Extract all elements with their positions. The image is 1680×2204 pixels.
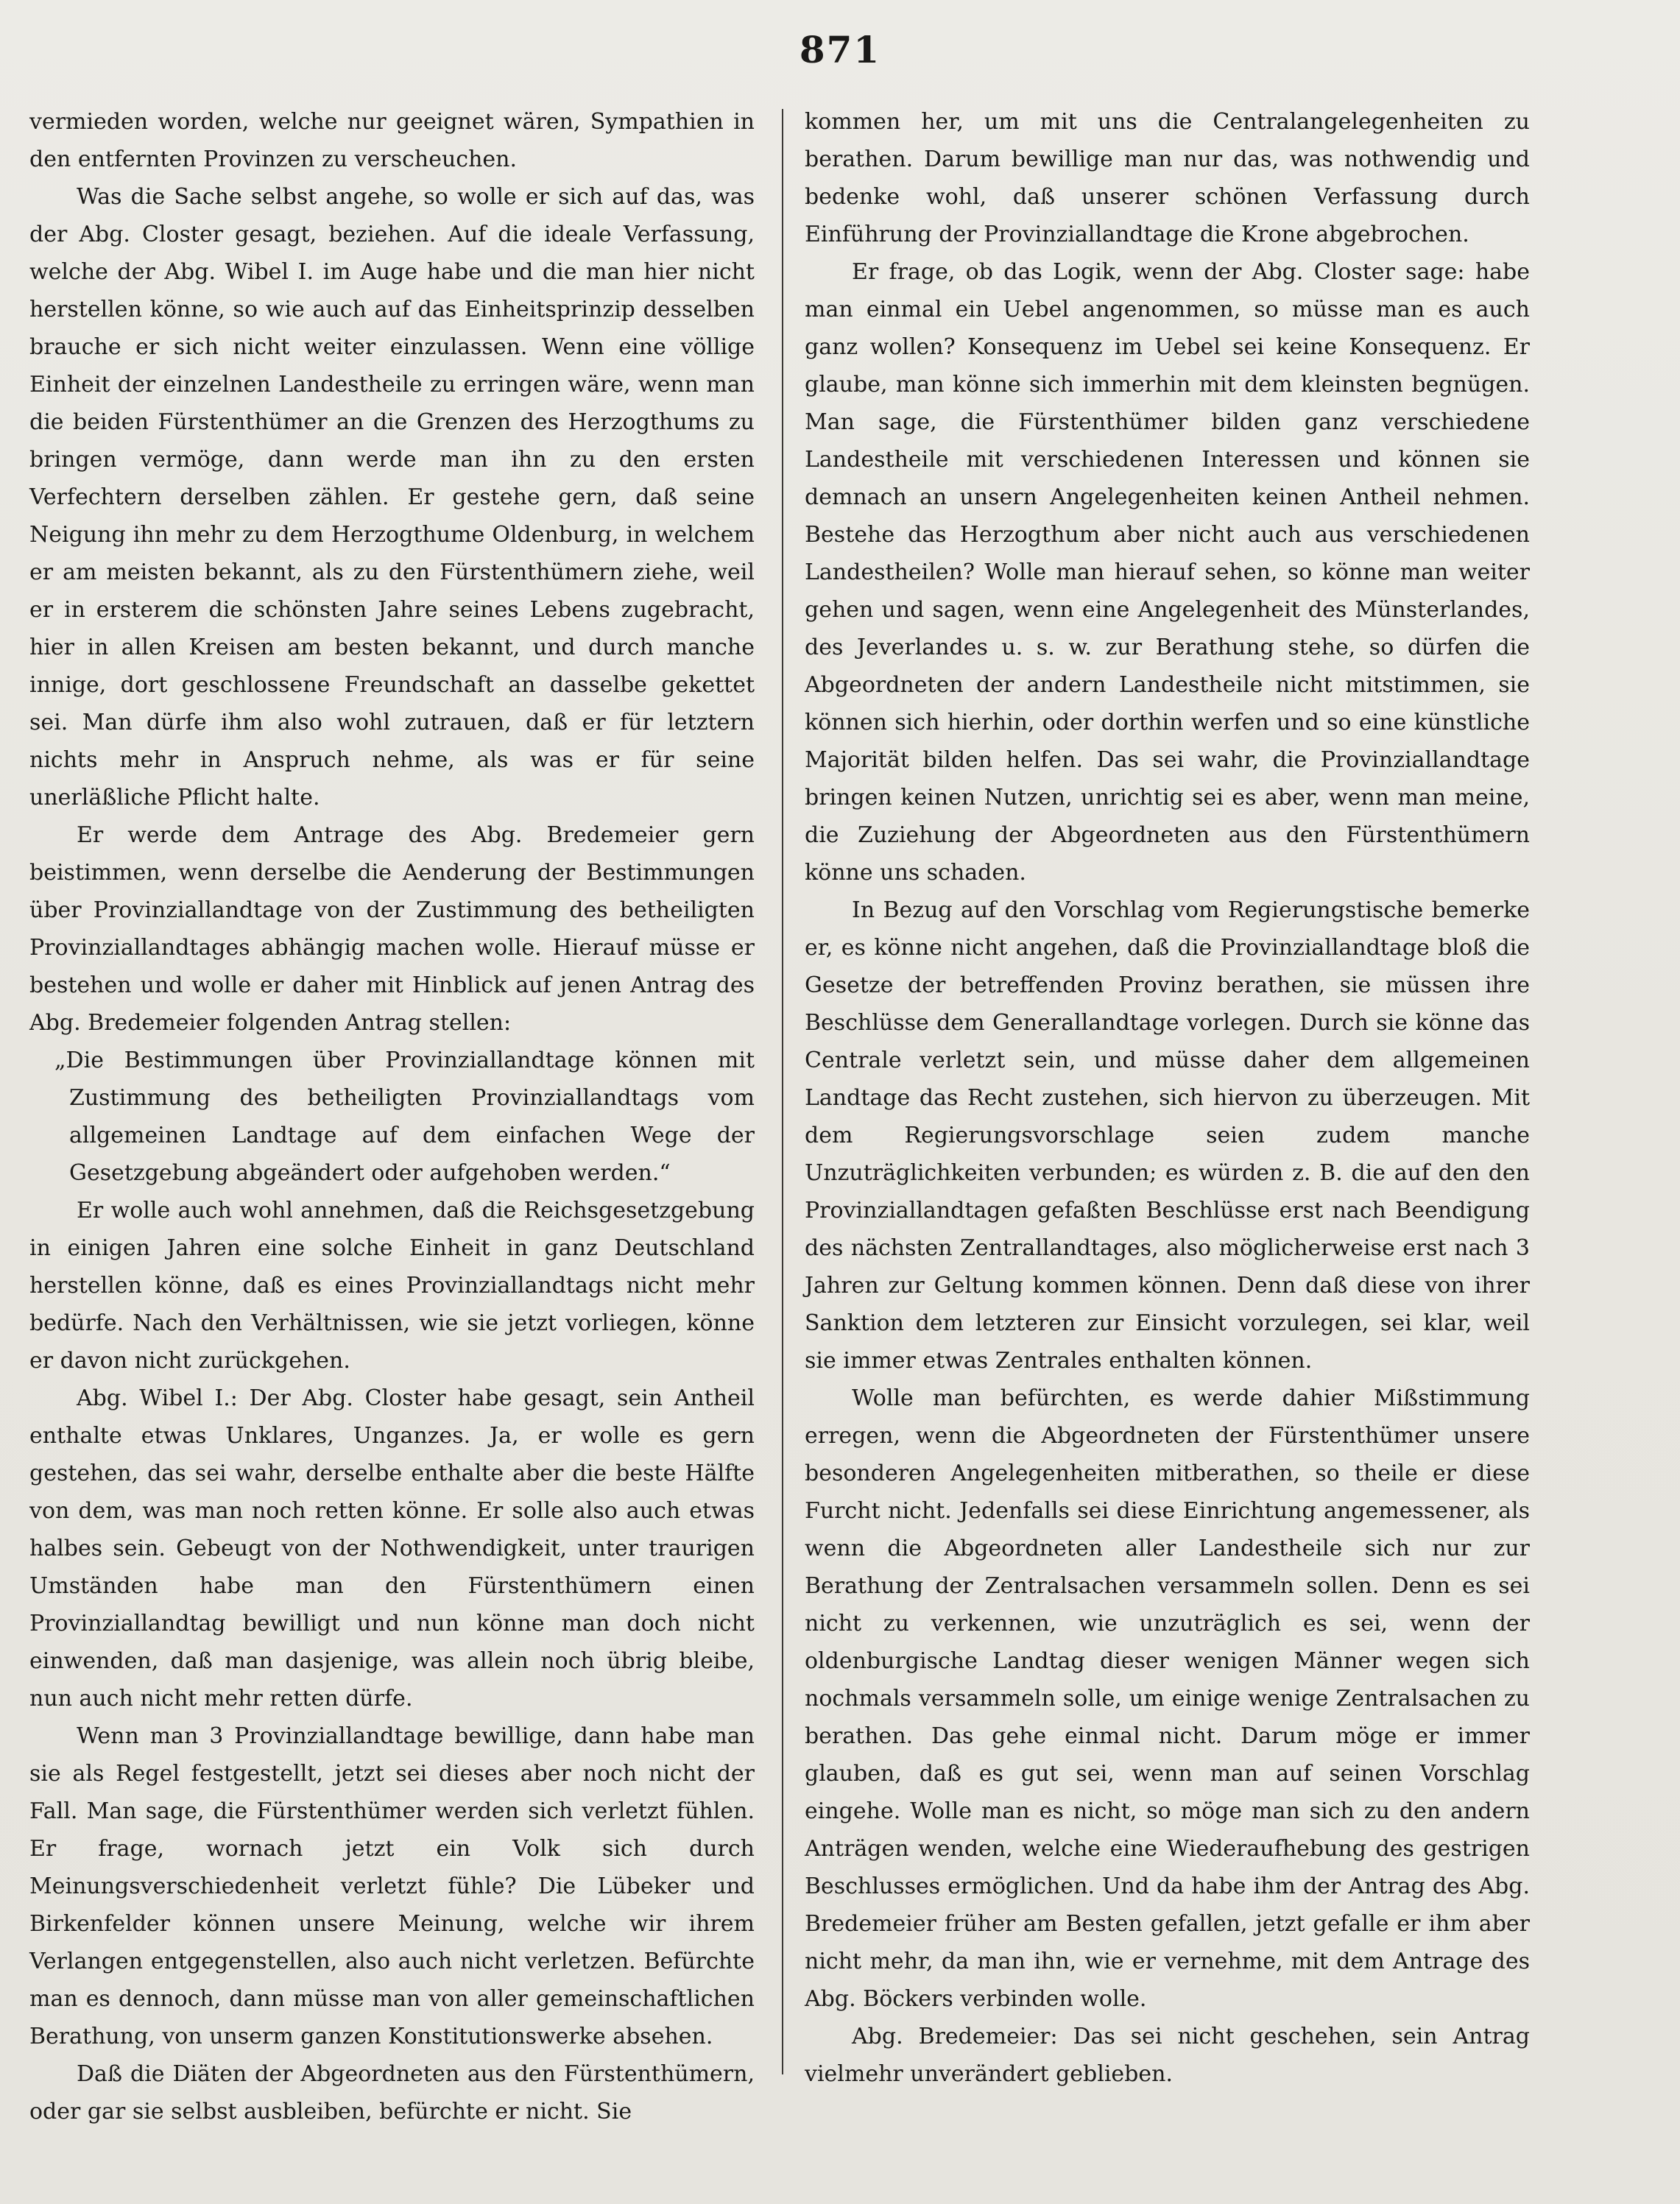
paragraph: Er frage, ob das Logik, wenn der Abg. Closter sage: habe man einmal ein Uebel angenommen, so müsse man es auch ganz wollen? Konsequenz im Uebel sei keine Konsequenz. Er glaube, man könne sich immerhin mit dem kleinsten begnügen. Man sage, die Fürstenthümer bilden ganz verschiedene Landestheile mit verschiedenen Interessen und können sie demnach an unsern Angelegenheiten keinen Antheil nehmen. Bestehe das Herzogthum aber nicht auch aus verschiedenen Landestheilen? Wolle man hierauf sehen, so könne man weiter gehen und sagen, wenn eine Angelegenheit des Münsterlandes, des Jeverlandes u. s. w. zur Berathung stehe, so dürfen die Abgeordneten der andern Landestheile nicht mitstimmen, sie können sich hierhin, oder dorthin werfen und so eine künstliche Majorität bilden helfen. Das sei wahr, die Provinziallandtage bringen keinen Nutzen, unrichtig sei es aber, wenn man meine, die Zuziehung der Abgeordneten aus den Fürstenthümern könne uns schaden. xyxy=(805,259,1530,886)
paragraph: Abg. Wibel I.: Der Abg. Closter habe gesagt, sein Antheil enthalte etwas Unklares, Unganzes. Ja, er wolle es gern gestehen, das sei wahr, derselbe enthalte aber die beste Hälfte von dem, was man noch retten könne. Er solle also auch etwas halbes sein. Gebeugt von der Nothwendigkeit, unter traurigen Umständen habe man den Fürstenthümern einen Provinziallandtag bewilligt und nun könne man doch nicht einwenden, daß man dasjenige, was allein noch übrig bleibe, nun auch nicht mehr retten dürfe. xyxy=(29,1385,755,1712)
paragraph: Was die Sache selbst angehe, so wolle er sich auf das, was der Abg. Closter gesagt, beziehen. Auf die ideale Verfassung, welche der Abg. Wibel I. im Auge habe und die man hier nicht herstellen könne, so wie auch auf das Einheitsprinzip desselben brauche er sich nicht weiter einzulassen. Wenn eine völlige Einheit der einzelnen Landestheile zu erringen wäre, wenn man die beiden Fürstenthümer an die Grenzen des Herzogthums zu bringen vermöge, dann werde man ihn zu den ersten Verfechtern derselben zählen. Er gestehe gern, daß seine Neigung ihn mehr zu dem Herzogthume Oldenburg, in welchem er am meisten bekannt, als zu den Fürstenthümern ziehe, weil er in ersterem die schönsten Jahre seines Lebens zugebracht, hier in allen Kreisen am besten bekannt, und durch manche innige, dort geschlossene Freundschaft an dasselbe gekettet sei. Man dürfe ihm also wohl zutrauen, daß er für letztern nichts mehr in Anspruch nehme, als was er für seine unerläßliche Pflicht halte. xyxy=(29,184,755,810)
left-column xyxy=(29,103,755,2130)
paragraph: Wolle man befürchten, es werde dahier Mißstimmung erregen, wenn die Abgeordneten der Fürstenthümer unsere besonderen Angelegenheiten mitberathen, so theile er diese Furcht nicht. Jedenfalls sei diese Einrichtung angemessener, als wenn die Abgeordneten aller Landestheile sich nur zur Berathung der Zentralsachen versammeln sollen. Denn es sei nicht zu verkennen, wie unzuträglich es sei, wenn der oldenburgische Landtag dieser wenigen Männer wegen sich nochmals versammeln solle, um einige wenige Zentralsachen zu berathen. Das gehe einmal nicht. Darum möge er immer glauben, daß es gut sei, wenn man auf seinen Vorschlag eingehe. Wolle man es nicht, so möge man sich zu den andern Anträgen wenden, welche eine Wiederaufhebung des gestrigen Beschlusses ermöglichen. Und da habe ihm der Antrag des Abg. Bredemeier früher am Besten gefallen, jetzt gefalle er ihm aber nicht mehr, da man ihn, wie er vernehme, mit dem Antrage des Abg. Böckers verbinden wolle. xyxy=(805,1385,1530,2012)
paragraph: Abg. Bredemeier: Das sei nicht geschehen, sein Antrag vielmehr unverändert geblieben. xyxy=(805,2024,1530,2087)
paragraph: Er werde dem Antrage des Abg. Bredemeier gern beistimmen, wenn derselbe die Aenderung der Bestimmungen über Provinziallandtage von der Zustimmung des betheiligten Provinziallandtages abhängig machen wolle. Hierauf müsse er bestehen und wolle er daher mit Hinblick auf jenen Antrag des Abg. Bredemeier folgenden Antrag stellen: xyxy=(29,822,755,1036)
right-column xyxy=(805,103,1530,2093)
quoted-motion: „Die Bestimmungen über Provinziallandtage können mit Zustimmung des betheiligten Provinziallandtags vom allgemeinen Landtage auf dem einfachen Wege der Gesetzgebung abgeändert oder aufgehoben werden.“ xyxy=(54,1048,755,1186)
paragraph: vermieden worden, welche nur geeignet wären, Sympathien in den entfernten Provinzen zu verscheuchen. xyxy=(29,109,755,172)
paragraph: kommen her, um mit uns die Centralangelegenheiten zu berathen. Darum bewillige man nur das, was nothwendig und bedenke wohl, daß unserer schönen Verfassung durch Einführung der Provinziallandtage die Krone abgebrochen. xyxy=(805,109,1530,247)
column-divider xyxy=(782,109,783,2074)
paragraph: Daß die Diäten der Abgeordneten aus den Fürstenthümern, oder gar sie selbst ausbleiben, befürchte er nicht. Sie xyxy=(29,2061,755,2124)
page-number: 871 xyxy=(799,28,881,71)
paragraph: Wenn man 3 Provinziallandtage bewillige, dann habe man sie als Regel festgestellt, jetzt sei dieses aber noch nicht der Fall. Man sage, die Fürstenthümer werden sich verletzt fühlen. Er frage, wornach jetzt ein Volk sich durch Meinungsverschiedenheit verletzt fühle? Die Lübeker und Birkenfelder können unsere Meinung, welche wir ihrem Verlangen entgegenstellen, also auch nicht verletzen. Befürchte man es dennoch, dann müsse man von aller gemeinschaftlichen Berathung, von unserm ganzen Konstitutionswerke absehen. xyxy=(29,1723,755,2049)
paragraph: In Bezug auf den Vorschlag vom Regierungstische bemerke er, es könne nicht angehen, daß die Provinziallandtage bloß die Gesetze der betreffenden Provinz berathen, sie müssen ihre Beschlüsse dem Generallandtage vorlegen. Durch sie könne das Centrale verletzt sein, und müsse daher dem allgemeinen Landtage das Recht zustehen, sich hiervon zu überzeugen. Mit dem Regierungsvorschlage seien zudem manche Unzuträglichkeiten verbunden; es würden z. B. die auf den den Provinziallandtagen gefaßten Beschlüsse erst nach Beendigung des nächsten Zentrallandtages, also möglicherweise erst nach 3 Jahren zur Geltung kommen können. Denn daß diese von ihrer Sanktion dem letzteren zur Einsicht vorzulegen, sei klar, weil sie immer etwas Zentrales enthalten können. xyxy=(805,897,1530,1374)
paragraph: Er wolle auch wohl annehmen, daß die Reichsgesetzgebung in einigen Jahren eine solche Einheit in ganz Deutschland herstellen könne, daß es eines Provinziallandtags nicht mehr bedürfe. Nach den Verhältnissen, wie sie jetzt vorliegen, könne er davon nicht zurückgehen. xyxy=(29,1198,755,1374)
